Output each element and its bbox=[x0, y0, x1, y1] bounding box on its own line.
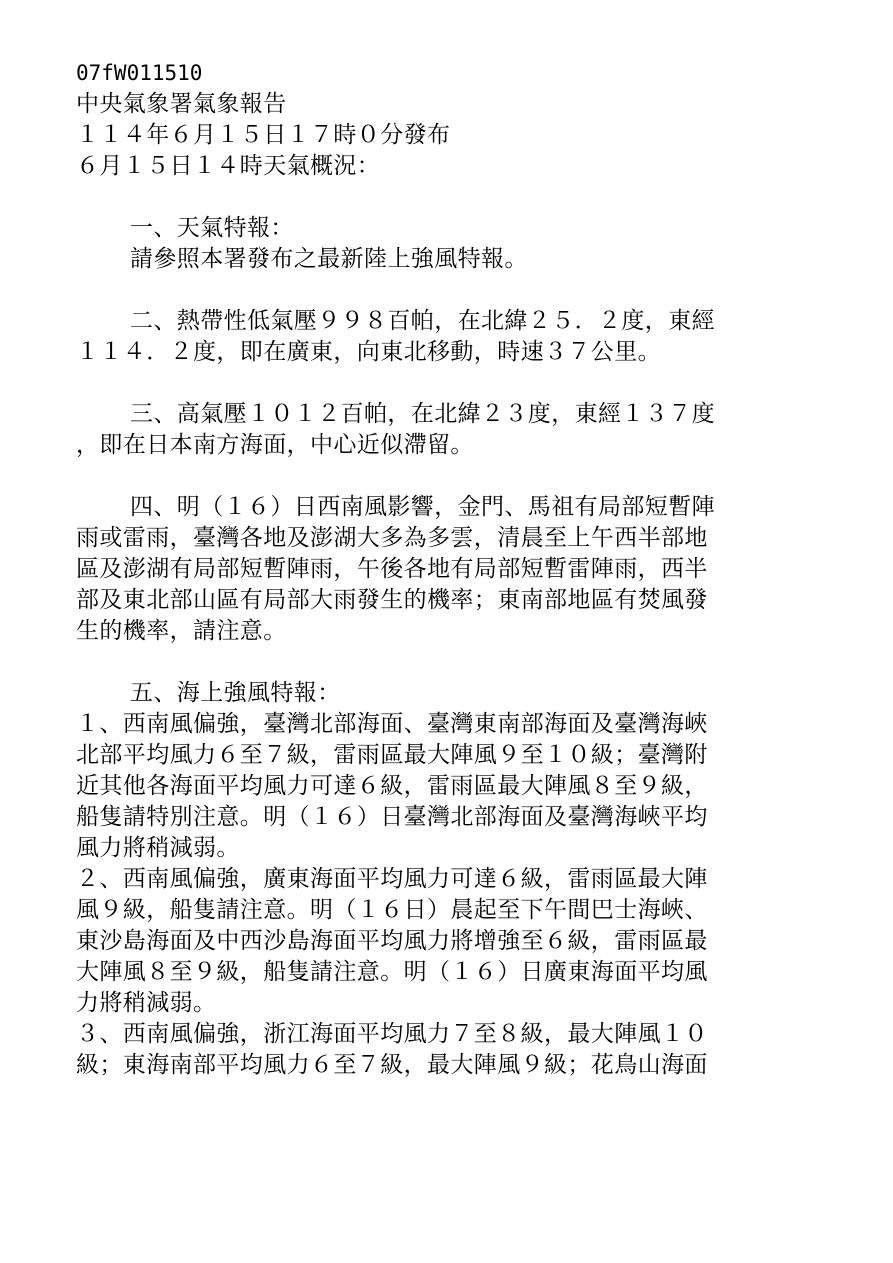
section-weather-advisory bbox=[76, 213, 806, 275]
section-spacer bbox=[76, 461, 806, 492]
section-spacer bbox=[76, 368, 806, 399]
paragraph-line: 四、明（１６）日西南風影響，金門、馬祖有局部短暫陣 bbox=[130, 494, 715, 520]
paragraph-line: 二、熱帶性低氣壓９９８百帕，在北緯２５．２度，東經 bbox=[130, 308, 715, 334]
agency-title: 中央氣象署氣象報告 bbox=[76, 91, 287, 117]
issue-time: １１４年６月１５日１７時０分發布 bbox=[76, 122, 451, 148]
section-spacer bbox=[76, 182, 806, 213]
paragraph-line: 近其他各海面平均風力可達６級，雷雨區最大陣風８至９級， bbox=[76, 773, 708, 799]
paragraph-line: 部及東北部山區有局部大雨發生的機率；東南部地區有焚風發 bbox=[76, 587, 708, 613]
section-heading: 五、海上強風特報： bbox=[130, 680, 341, 706]
paragraph-line: 大陣風８至９級，船隻請注意。明（１６）日廣東海面平均風 bbox=[76, 959, 708, 985]
section-tropical-depression bbox=[76, 306, 806, 368]
paragraph-line: １、西南風偏強，臺灣北部海面、臺灣東南部海面及臺灣海峽 bbox=[76, 711, 708, 737]
paragraph-line: 船隻請特別注意。明（１６）日臺灣北部海面及臺灣海峽平均 bbox=[76, 804, 708, 830]
paragraph-line: 三、高氣壓１０１２百帕，在北緯２３度，東經１３７度 bbox=[130, 401, 715, 427]
paragraph-line: 力將稍減弱。 bbox=[76, 990, 217, 1016]
section-heading: 一、天氣特報： bbox=[130, 215, 294, 241]
weather-report-document bbox=[76, 58, 806, 1081]
paragraph-line: 區及澎湖有局部短暫陣雨，午後各地有局部短暫雷陣雨，西半 bbox=[76, 556, 708, 582]
section-high-pressure bbox=[76, 399, 806, 461]
paragraph-line: １１４．２度，即在廣東，向東北移動，時速３７公里。 bbox=[76, 339, 661, 365]
section-spacer bbox=[76, 275, 806, 306]
paragraph-line: 生的機率，請注意。 bbox=[76, 618, 287, 644]
paragraph-line: ２、西南風偏強，廣東海面平均風力可達６級，雷雨區最大陣 bbox=[76, 866, 708, 892]
paragraph-line: 級；東海南部平均風力６至７級，最大陣風９級；花鳥山海面 bbox=[76, 1052, 708, 1078]
section-spacer bbox=[76, 647, 806, 678]
paragraph-line: ３、西南風偏強，浙江海面平均風力７至８級，最大陣風１０ bbox=[76, 1021, 708, 1047]
paragraph-line: 北部平均風力６至７級，雷雨區最大陣風９至１０級；臺灣附 bbox=[76, 742, 708, 768]
paragraph-line: 風９級，船隻請注意。明（１６日）晨起至下午間巴士海峽、 bbox=[76, 897, 708, 923]
document-id: 07fW011510 bbox=[76, 61, 203, 85]
paragraph-line: 請參照本署發布之最新陸上強風特報。 bbox=[130, 246, 528, 272]
paragraph-line: 雨或雷雨，臺灣各地及澎湖大多為多雲，清晨至上午西半部地 bbox=[76, 525, 708, 551]
section-marine-wind-warning bbox=[76, 678, 806, 1081]
section-forecast bbox=[76, 492, 806, 647]
overview-time: ６月１５日１４時天氣概況： bbox=[76, 153, 381, 179]
paragraph-line: 東沙島海面及中西沙島海面平均風力將增強至６級，雷雨區最 bbox=[76, 928, 708, 954]
paragraph-line: 風力將稍減弱。 bbox=[76, 835, 240, 861]
paragraph-line: ，即在日本南方海面，中心近似滯留。 bbox=[76, 432, 474, 458]
